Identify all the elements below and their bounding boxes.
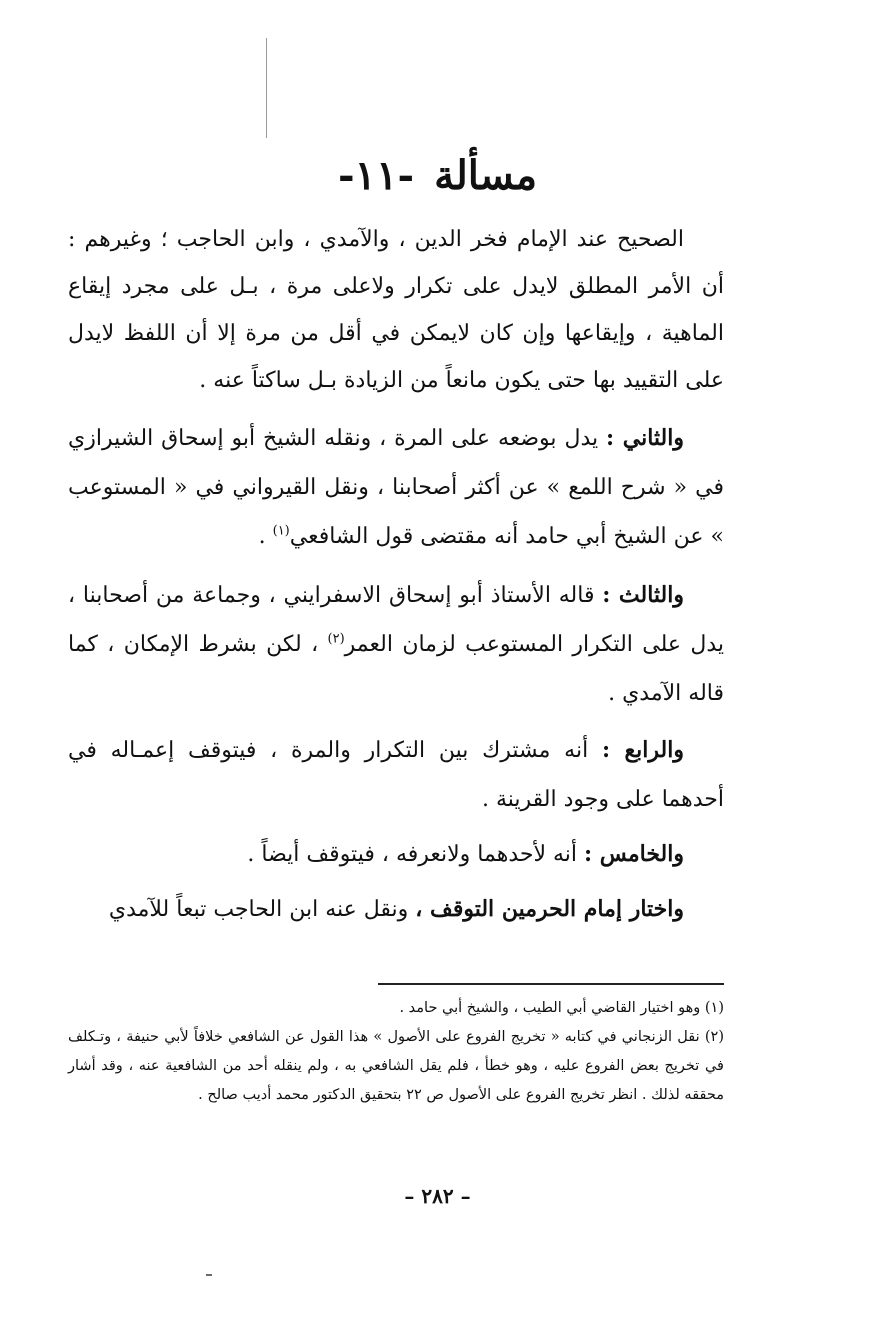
footnote-2-marker: (٢) — [704, 1029, 724, 1045]
paragraph-2-lead: والثاني : — [606, 425, 684, 451]
footnotes — [68, 994, 724, 1110]
paragraph-5 — [68, 830, 724, 879]
paragraph-1-text: الصحيح عند الإمام فخر الدين ، والآمدي ، وابن الحاجب ؛ وغيرهم : أن الأمر المطلق لايدل على تكرار ولاعلى مرة ، بـل على مجرد إيقاع الماهية ، وإيقاعها وإن كان لايمكن في أقل من مرة إلا أن اللفظ لايدل على التقييد بها حتى يكون مانعاً من الزيادة بـل ساكتاً عنه . — [68, 227, 724, 393]
main-text — [68, 216, 724, 934]
paragraph-5-lead: والخامس : — [584, 841, 684, 867]
footnote-2 — [68, 1023, 724, 1110]
footnote-1-text: وهو اختيار القاضي أبي الطيب ، والشيخ أبي حامد . — [399, 1000, 705, 1016]
paragraph-6-lead: واختار إمام الحرمين التوقف ، — [415, 896, 684, 922]
heading-title: مسألة — [434, 152, 538, 199]
scan-speck — [206, 1274, 212, 1276]
footnote-ref-2: (٢) — [327, 631, 345, 647]
paragraph-2-tail: . — [258, 524, 273, 549]
paragraph-4 — [68, 726, 724, 824]
paragraph-4-lead: والرابع : — [601, 737, 684, 763]
paragraph-2-text: يدل بوضعه على المرة ، ونقله الشيخ أبو إسحاق الشيرازي في « شرح اللمع » عن أكثر أصحابنا ، ونقل القيرواني في « المستوعب » عن الشيخ أبي حامد أنه مقتضى قول الشافعي — [68, 426, 724, 549]
paragraph-3 — [68, 571, 724, 718]
paragraph-3-lead: والثالث : — [602, 582, 684, 608]
footnote-separator — [378, 983, 724, 985]
footnote-1 — [68, 994, 724, 1023]
paragraph-1 — [68, 216, 724, 404]
footnote-2-text: نقل الزنجاني في كتابه « تخريج الفروع على الأصول » هذا القول عن الشافعي خلافاً لأبي حنيفة ، وتـكلف في تخريج بعض الفروع عليه ، وهو خطأ ، فلم يقل الشافعي به ، ولم ينقله أحد من الشافعية عنه ، وقد أشار محققه لذلك . انظر تخريج الفروع على الأصول ص ٢٢ بتحقيق الدكتور محمد أديب صالح . — [68, 1029, 724, 1103]
paragraph-6-text: ونقل عنه ابن الحاجب تبعاً للآمدي — [108, 897, 416, 922]
paragraph-3-text: قاله الأستاذ أبو إسحاق الاسفرايني ، وجماعة من أصحابنا ، يدل على التكرار المستوعب لزمان العمر — [68, 583, 725, 657]
margin-rule — [266, 38, 267, 138]
paragraph-4-text: أنه مشترك بين التكرار والمرة ، فيتوقف إعمـاله في أحدهما على وجود القرينة . — [68, 738, 724, 812]
paragraph-3-tail: ، لكن بشرط الإمكان ، كما قاله الآمدي . — [68, 632, 724, 706]
paragraph-5-text: أنه لأحدهما ولانعرفه ، فيتوقف أيضاً . — [247, 842, 585, 867]
page-number: – ٢٨٢ – — [404, 1184, 471, 1208]
footnote-1-marker: (١) — [704, 1000, 724, 1016]
section-heading — [0, 140, 875, 212]
heading-number: -١١- — [337, 152, 415, 199]
paragraph-6 — [68, 885, 724, 934]
paragraph-2 — [68, 414, 724, 561]
footnote-ref-1: (١) — [272, 523, 290, 539]
